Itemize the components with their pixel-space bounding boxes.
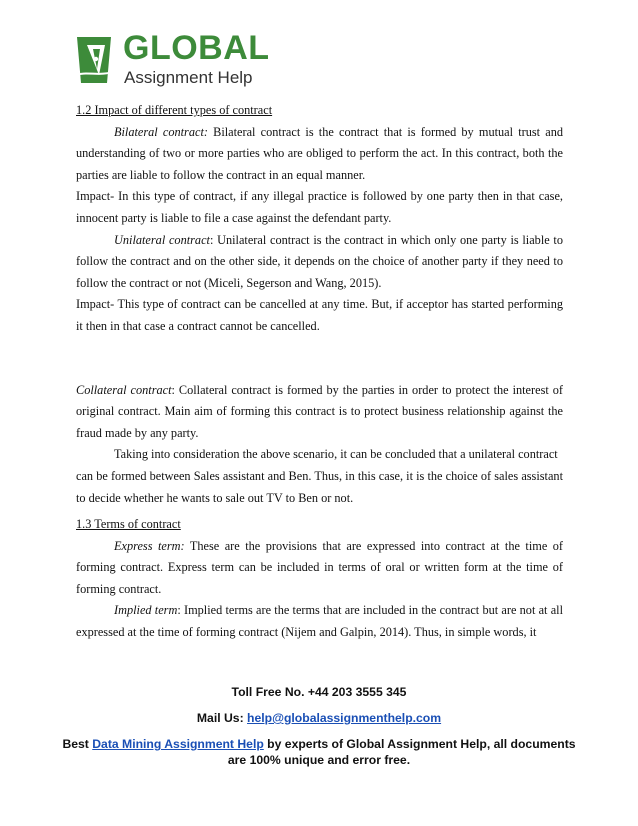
section-1-2-heading: 1.2 Impact of different types of contract xyxy=(76,103,273,117)
promo-line: Best Data Mining Assignment Help by experts of Global Assignment Help, all documents are 100% unique and error free. xyxy=(62,737,576,767)
impact-paragraph-2: Impact- This type of contract can be cancelled at any time. But, if acceptor has started performing it then in that case a contract cannot be cancelled. xyxy=(76,297,563,333)
page-footer xyxy=(60,684,578,768)
collateral-term: Collateral contract xyxy=(76,382,172,397)
express-term-paragraph: Express term: These are the provisions that are expressed into contract at the time of forming contract. Express term can be included in terms of oral or written form at the time of forming contract. xyxy=(76,538,564,596)
bilateral-term: Bilateral contract: xyxy=(114,124,208,139)
implied-term-paragraph: Implied term: Implied terms are the terms that are included in the contract but are not at all expressed at the time of forming contract (Nijem and Galpin, 2014). Thus, in simple words, it xyxy=(76,603,563,640)
document-body xyxy=(76,100,563,644)
logo-tagline: Assignment Help xyxy=(124,68,253,87)
global-assignment-help-logo[interactable] xyxy=(73,28,273,94)
section-1-3-heading: 1.3 Terms of contract xyxy=(76,517,181,532)
implied-term: Implied term xyxy=(114,603,178,618)
unilateral-term: Unilateral contract xyxy=(114,232,210,247)
toll-free-number: Toll Free No. +44 203 3555 345 xyxy=(231,685,407,699)
mail-line: Mail Us: help@globalassignmenthelp.com xyxy=(196,711,442,725)
express-term: Express term: xyxy=(114,538,185,553)
logo-brand: GLOBAL xyxy=(123,29,270,67)
conclusion-paragraph-a: Taking into consideration the above scenario, it can be concluded that a unilateral contract xyxy=(114,447,558,462)
bilateral-paragraph: Bilateral contract: Bilateral contract is the contract that is formed by mutual trust and understanding of two or more parties who are obliged to perform the act. In this contract, both the parties are liable to follow the contract in an equal manner. xyxy=(76,124,563,182)
data-mining-help-link[interactable]: Data Mining Assignment Help xyxy=(92,737,264,751)
conclusion-paragraph-b: can be formed between Sales assistant and Ben. Thus, in this case, it is the choice of sales assistant to decide whether he wants to sale out TV to Ben or not. xyxy=(76,468,563,505)
collateral-paragraph: Collateral contract: Collateral contract is formed by the parties in order to protect the interest of original contract. Main aim of forming this contract is to protect business relationship against the fraud made by any party. xyxy=(76,382,563,440)
pen-nib-logo-icon xyxy=(73,31,117,89)
email-link[interactable]: help@globalassignmenthelp.com xyxy=(247,711,442,725)
unilateral-paragraph: Unilateral contract: Unilateral contract is the contract in which only one party is liable to follow the contract and on the other side, it depends on the choice of another party if they need to follow the contract or not (Miceli, Segerson and Wang, 2015). xyxy=(76,232,563,290)
impact-paragraph-1: Impact- In this type of contract, if any illegal practice is followed by one party then in that case, innocent party is liable to file a case against the defendant party. xyxy=(76,189,563,225)
